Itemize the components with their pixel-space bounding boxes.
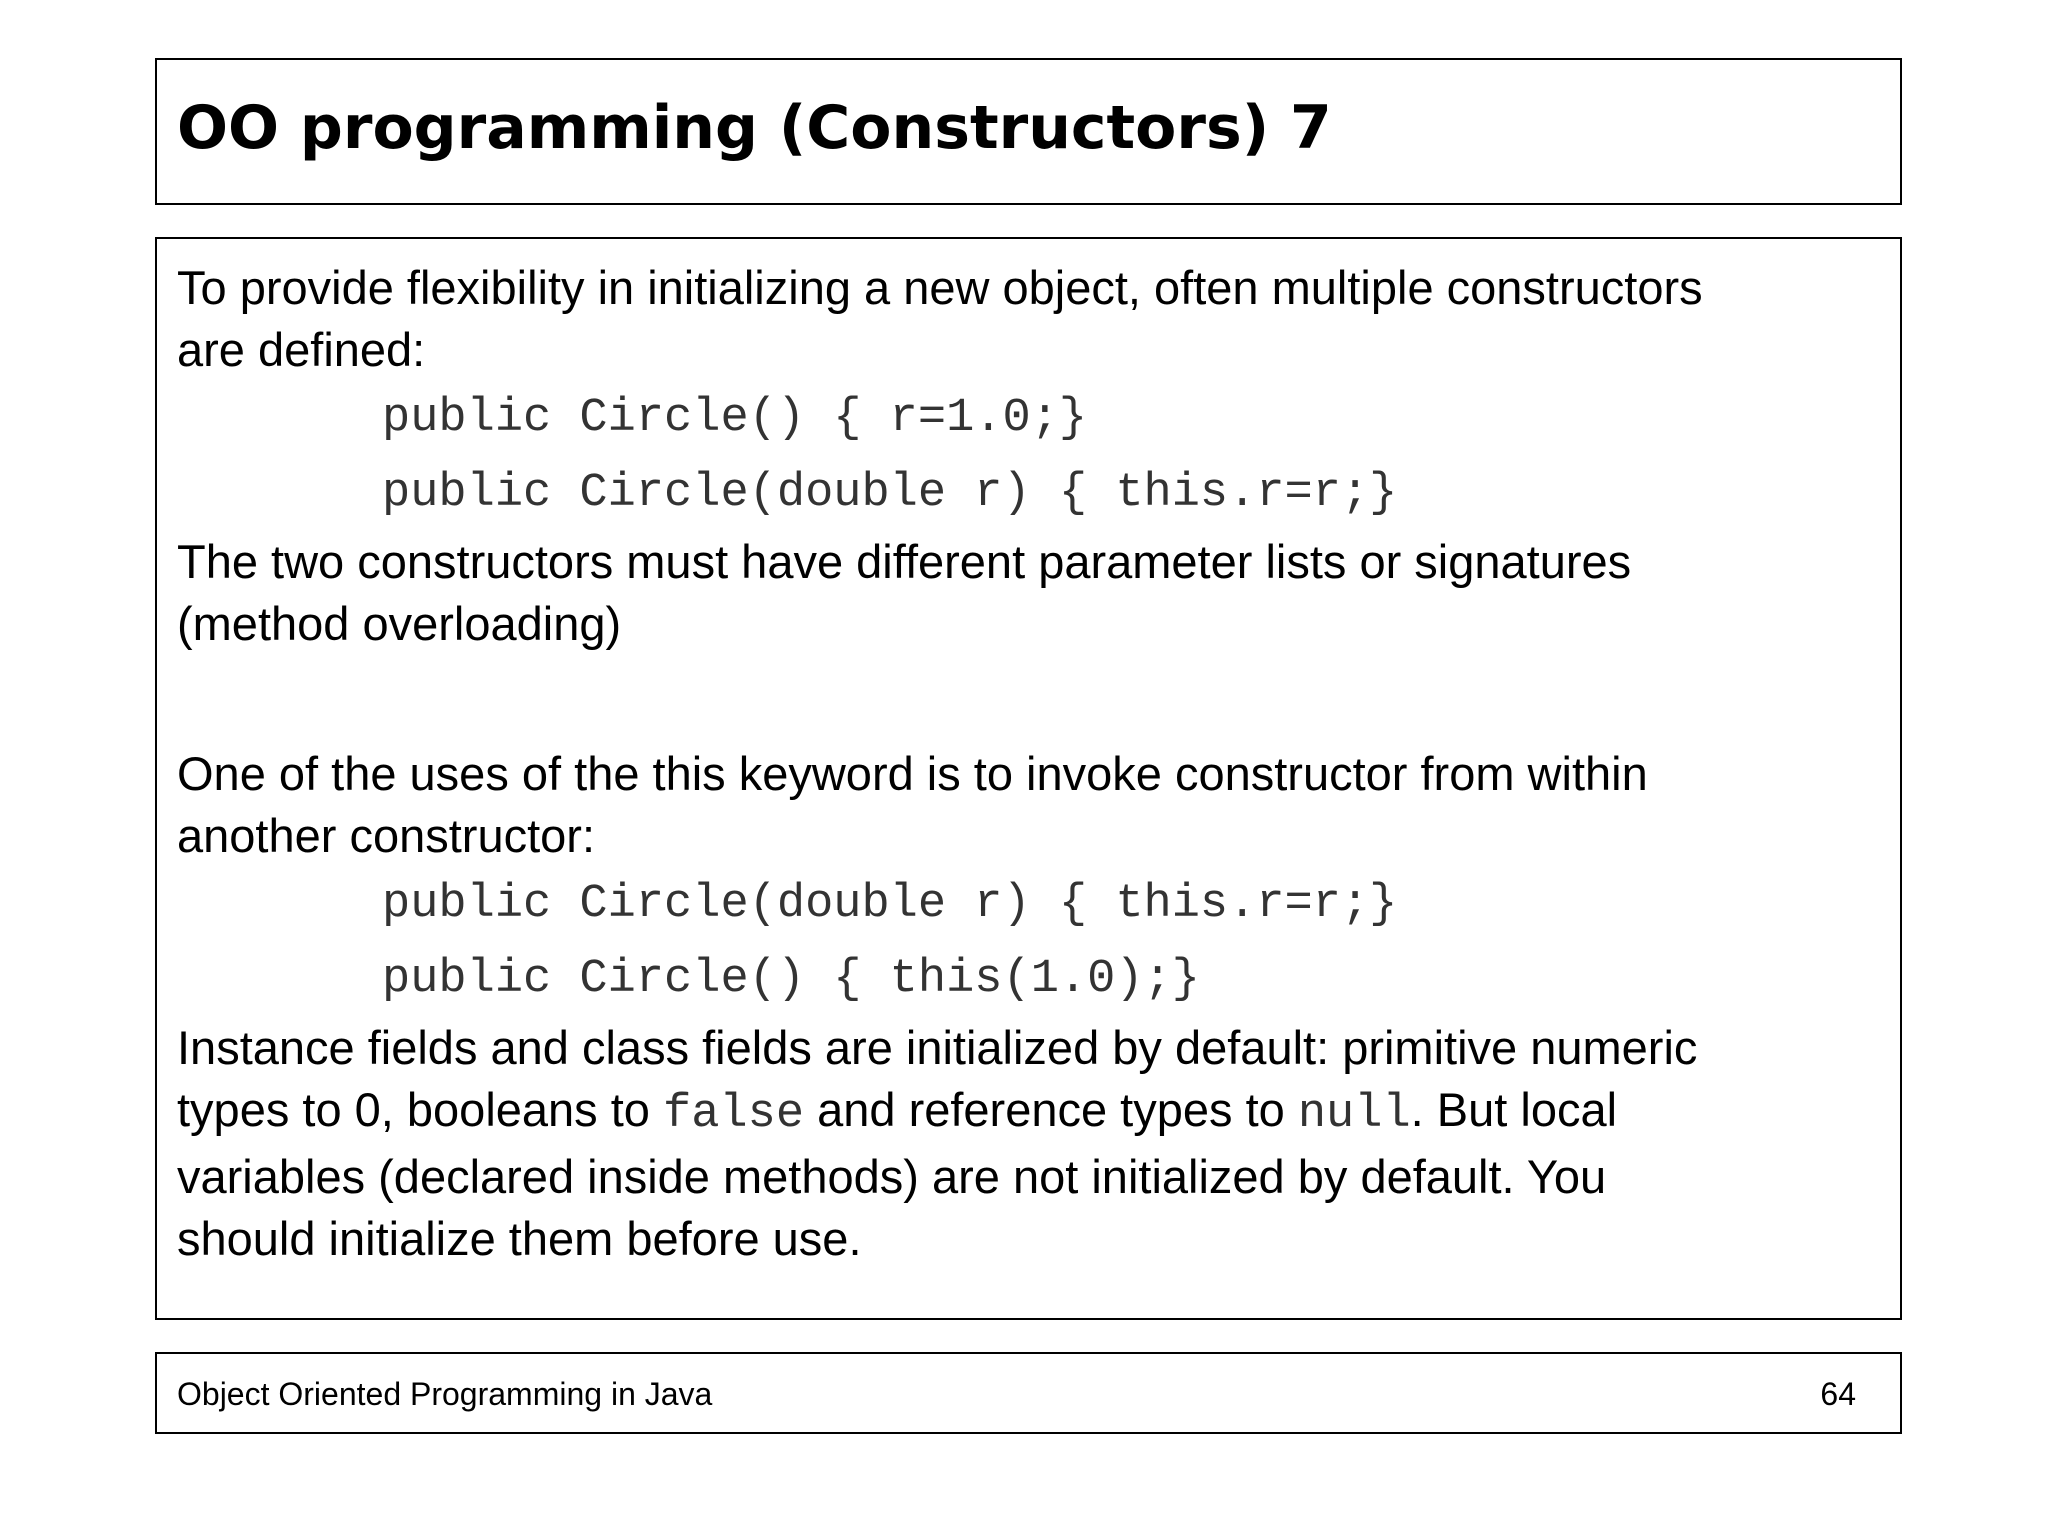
spacer xyxy=(177,655,1877,743)
footer-box xyxy=(155,1352,1902,1434)
paragraph-signatures xyxy=(177,531,1877,655)
text-fragment: . But local xyxy=(1410,1083,1618,1136)
inline-code-false: false xyxy=(663,1088,805,1141)
page-number: 64 xyxy=(1820,1376,1856,1412)
text-line: variables (declared inside methods) are not initialized by default. You xyxy=(177,1150,1607,1203)
code-line: public Circle() { this(1.0);} xyxy=(382,953,1200,1006)
text-line: (method overloading) xyxy=(177,597,622,650)
footer-course-title: Object Oriented Programming in Java xyxy=(177,1376,713,1412)
title-box xyxy=(155,58,1902,205)
text-line: should initialize them before use. xyxy=(177,1212,862,1265)
slide-title: OO programming (Constructors) 7 xyxy=(177,93,1332,163)
code-line: public Circle(double r) { this.r=r;} xyxy=(382,467,1398,520)
text-line: To provide flexibility in initializing a new object, often multiple constructors xyxy=(177,261,1703,314)
text-line: are defined: xyxy=(177,323,426,376)
text-line: another constructor: xyxy=(177,809,595,862)
code-block-overloaded-constructors xyxy=(177,381,1877,531)
content-box xyxy=(155,237,1902,1320)
text-line: Instance fields and class fields are initialized by default: primitive numeric xyxy=(177,1021,1698,1074)
code-block-this-constructor xyxy=(177,867,1877,1017)
code-line: public Circle() { r=1.0;} xyxy=(382,392,1088,445)
text-fragment: types to 0, booleans to xyxy=(177,1083,663,1136)
paragraph-this-keyword xyxy=(177,743,1877,867)
text-fragment: and reference types to xyxy=(804,1083,1298,1136)
code-line: public Circle(double r) { this.r=r;} xyxy=(382,878,1398,931)
paragraph-default-initialization xyxy=(177,1017,1877,1270)
paragraph-multiple-constructors xyxy=(177,257,1877,381)
text-line: The two constructors must have different parameter lists or signatures xyxy=(177,535,1632,588)
slide-content xyxy=(177,257,1877,1270)
inline-code-null: null xyxy=(1297,1088,1411,1141)
text-line: One of the uses of the this keyword is to invoke constructor from within xyxy=(177,747,1648,800)
